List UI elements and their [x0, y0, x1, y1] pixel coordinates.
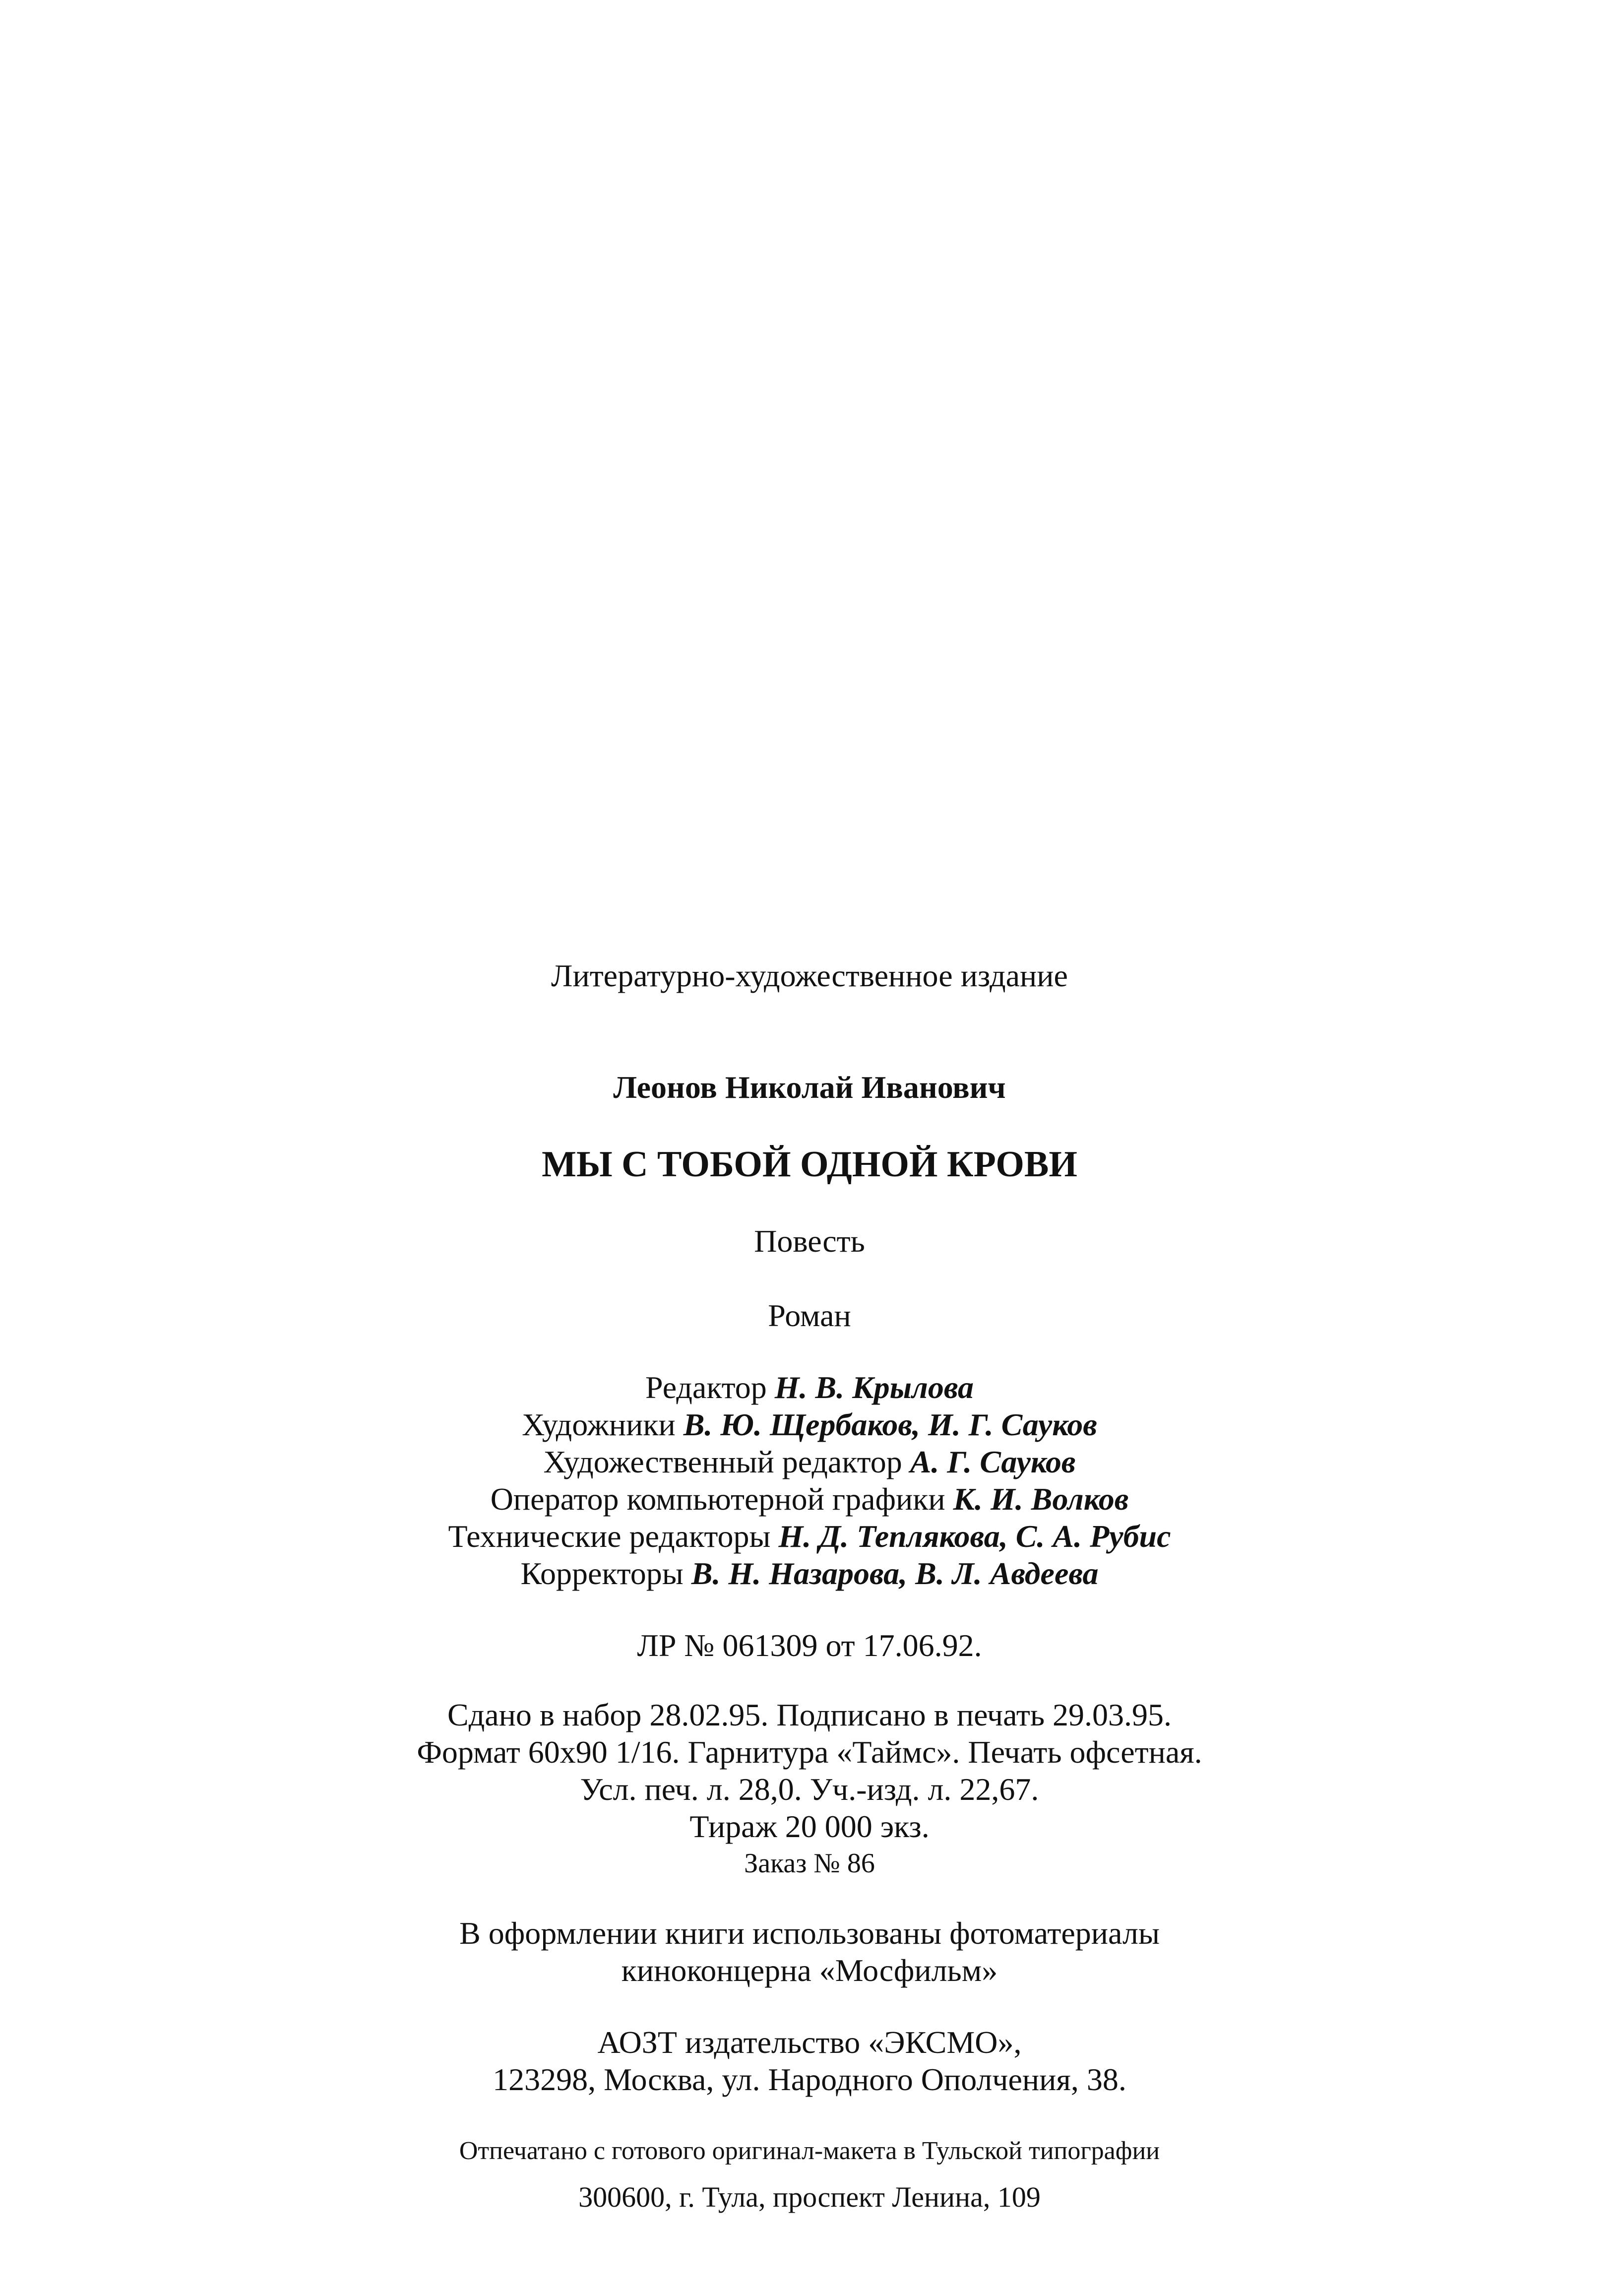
credit-names: Н. В. Крылова: [774, 1370, 974, 1405]
book-title: МЫ С ТОБОЙ ОДНОЙ КРОВИ: [542, 1144, 1077, 1185]
credit-artists: [0, 1409, 1619, 1441]
credit-art-editor: [0, 1446, 1619, 1478]
edition-type: Литературно-художественное издание: [551, 958, 1068, 993]
photo-note-line-1: В оформлении книги использованы фотоматериалы: [459, 1915, 1160, 1951]
credit-editor: [0, 1372, 1619, 1403]
credit-tech-editors: [0, 1521, 1619, 1552]
credit-names: А. Г. Сауков: [910, 1444, 1076, 1479]
print-detail-order: Заказ № 86: [744, 1848, 875, 1879]
publisher-address: 123298, Москва, ул. Народного Ополчения, 38.: [493, 2062, 1126, 2097]
license-number: ЛР № 061309 от 17.06.92.: [637, 1628, 982, 1663]
genre-roman: Роман: [768, 1298, 851, 1333]
credit-role: Художники: [522, 1407, 676, 1442]
print-detail-sheets: Усл. печ. л. 28,0. Уч.-изд. л. 22,67.: [580, 1772, 1039, 1807]
print-detail-circulation: Тираж 20 000 экз.: [689, 1809, 930, 1844]
author-name: Леонов Николай Иванович: [613, 1070, 1006, 1105]
credit-names: В. Ю. Щербаков, И. Г. Сауков: [683, 1407, 1097, 1442]
genre-povest: Повесть: [754, 1223, 865, 1259]
credit-role: Корректоры: [520, 1556, 684, 1591]
photo-note-line-2: киноконцерна «Мосфильм»: [621, 1953, 998, 1988]
credit-proofreaders: [0, 1558, 1619, 1590]
publisher-name: АОЗТ издательство «ЭКСМО»,: [597, 2025, 1022, 2060]
credit-names: К. И. Волков: [953, 1481, 1129, 1517]
credit-role: Редактор: [645, 1370, 767, 1405]
credit-names: Н. Д. Теплякова, С. А. Рубис: [778, 1519, 1171, 1554]
credit-names: В. Н. Назарова, В. Л. Авдеева: [691, 1556, 1099, 1591]
credit-graphics-operator: [0, 1483, 1619, 1515]
print-detail-dates: Сдано в набор 28.02.95. Подписано в печать 29.03.95.: [447, 1697, 1172, 1732]
printer-address: 300600, г. Тула, проспект Ленина, 109: [578, 2181, 1041, 2213]
credit-role: Технические редакторы: [448, 1519, 771, 1554]
print-detail-format: Формат 60x90 1/16. Гарнитура «Таймс». Печать офсетная.: [417, 1734, 1202, 1770]
printer-note: Отпечатано с готового оригинал-макета в Тульской типографии: [459, 2137, 1160, 2165]
credit-role: Оператор компьютерной графики: [490, 1481, 945, 1517]
credit-role: Художественный редактор: [543, 1444, 902, 1479]
